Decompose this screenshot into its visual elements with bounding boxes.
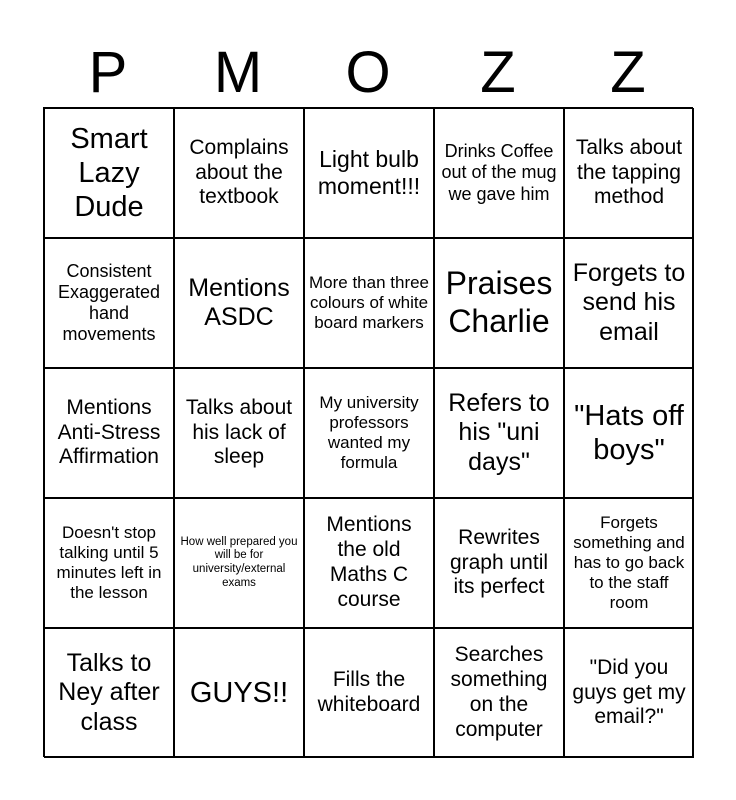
cell-text: Talks about his lack of sleep xyxy=(185,395,293,469)
cell-text: Talks to Ney after class xyxy=(58,648,160,736)
cell-text: Talks about the tapping method xyxy=(575,135,683,209)
header-letter-3: O xyxy=(345,40,391,105)
bingo-cell[interactable] xyxy=(174,238,304,368)
bingo-cell[interactable] xyxy=(44,238,174,368)
cell-text: GUYS!! xyxy=(189,676,289,709)
cell-text: Doesn't stop talking until 5 minutes left in the lesson xyxy=(56,522,162,603)
bingo-cell[interactable] xyxy=(564,628,694,758)
bingo-cell[interactable] xyxy=(434,368,564,498)
bingo-grid xyxy=(43,107,693,757)
cell-text: "Did you guys get my email?" xyxy=(572,655,686,729)
bingo-cell[interactable] xyxy=(564,368,694,498)
header-letter-4: Z xyxy=(480,40,516,105)
bingo-cell[interactable] xyxy=(304,628,434,758)
header-letter-5: Z xyxy=(610,40,646,105)
bingo-cell[interactable] xyxy=(44,368,174,498)
cell-text: Fills the whiteboard xyxy=(317,668,421,716)
bingo-cell[interactable] xyxy=(44,498,174,628)
cell-text: "Hats off boys" xyxy=(574,399,684,466)
bingo-cell[interactable] xyxy=(304,368,434,498)
bingo-cell[interactable] xyxy=(174,498,304,628)
header-letter-1: P xyxy=(88,40,128,105)
cell-text: More than three colours of white board markers xyxy=(309,272,430,333)
bingo-cell[interactable] xyxy=(564,498,694,628)
header-letter-2: M xyxy=(213,40,263,105)
bingo-cell[interactable] xyxy=(174,628,304,758)
bingo-cell[interactable] xyxy=(304,498,434,628)
cell-text: Mentions Anti-Stress Affirmation xyxy=(57,395,161,469)
cell-text: Refers to his "uni days" xyxy=(448,388,550,476)
bingo-cell[interactable] xyxy=(174,368,304,498)
cell-text: Praises Charlie xyxy=(445,265,553,339)
cell-text: My university professors wanted my formula xyxy=(319,392,419,473)
cell-text: Drinks Coffee out of the mug we gave him xyxy=(441,141,557,204)
cell-text: Light bulb moment!!! xyxy=(317,145,421,199)
bingo-cell[interactable] xyxy=(434,238,564,368)
cell-text: Forgets to send his email xyxy=(572,258,686,346)
bingo-cell[interactable] xyxy=(174,108,304,238)
bingo-cell[interactable] xyxy=(434,108,564,238)
cell-text: Searches something on the computer xyxy=(450,643,548,741)
cell-text: How well prepared you will be for university/external exams xyxy=(180,535,298,589)
bingo-header xyxy=(43,40,693,106)
cell-text: Consistent Exaggerated hand movements xyxy=(57,260,161,345)
bingo-cell[interactable] xyxy=(564,238,694,368)
cell-text: Forgets something and has to go back to the staff room xyxy=(573,512,685,613)
bingo-cell[interactable] xyxy=(434,628,564,758)
cell-text: Mentions the old Maths C course xyxy=(326,513,412,611)
bingo-cell[interactable] xyxy=(564,108,694,238)
bingo-cell[interactable] xyxy=(304,238,434,368)
cell-text: Mentions ASDC xyxy=(188,273,290,331)
cell-text: Rewrites graph until its perfect xyxy=(449,525,549,599)
cell-text: Smart Lazy Dude xyxy=(70,122,148,224)
bingo-cell[interactable] xyxy=(44,108,174,238)
bingo-cell[interactable] xyxy=(304,108,434,238)
bingo-cell[interactable] xyxy=(434,498,564,628)
cell-text: Complains about the textbook xyxy=(189,135,289,209)
bingo-cell[interactable] xyxy=(44,628,174,758)
